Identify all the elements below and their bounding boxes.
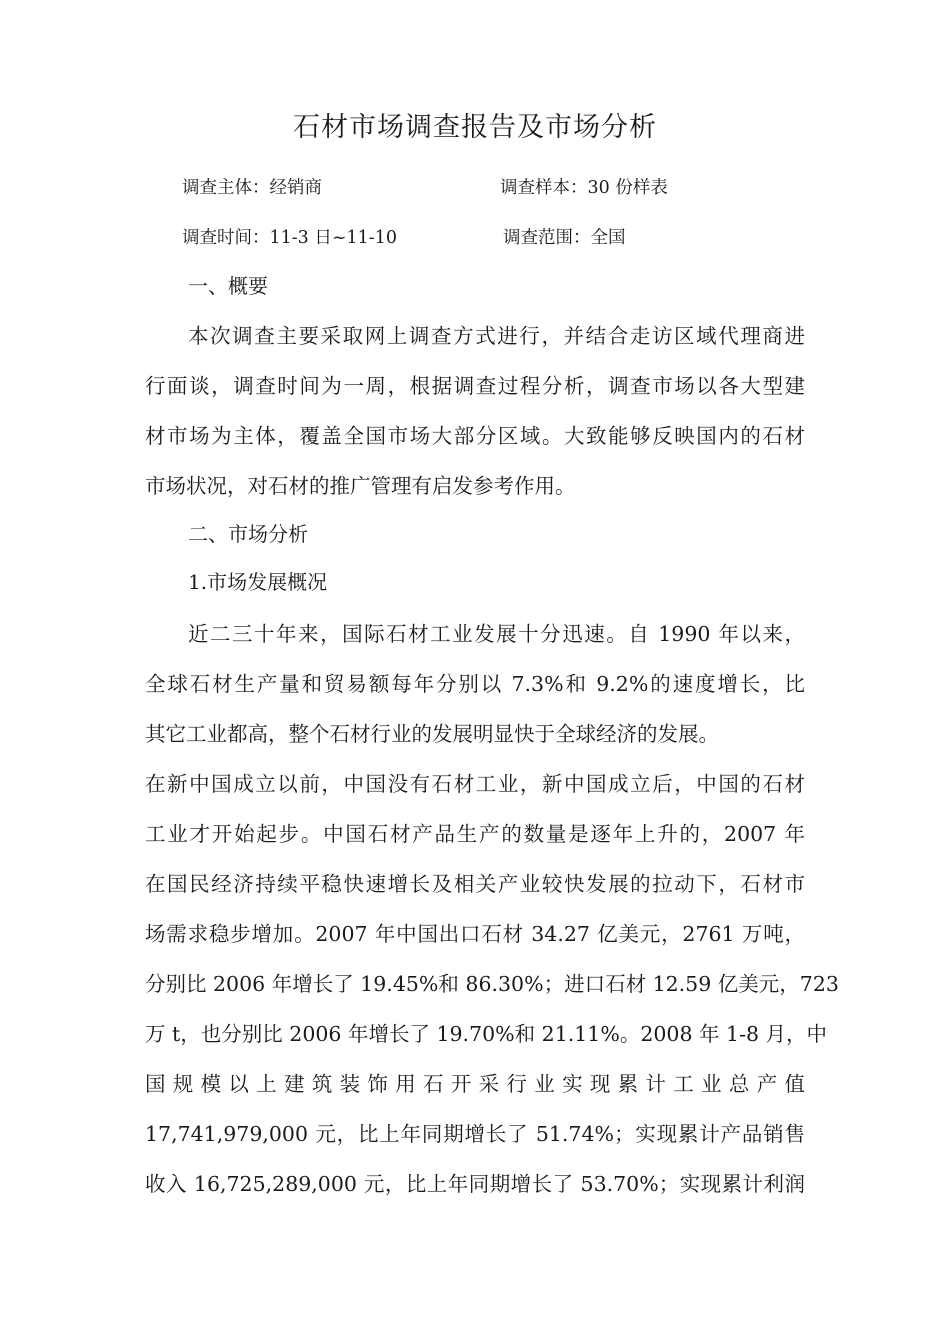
survey-sample: 调查样本：30 份样表 [500, 178, 668, 198]
survey-time: 调查时间：11-3 日~11-10 [182, 228, 397, 248]
section-heading-overview: 一、概要 [188, 274, 268, 298]
survey-scope: 调查范围：全国 [503, 228, 626, 248]
paragraph-line: 收入 16,725,289,000 元，比上年同期增长了 53.70%；实现累计利润 [145, 1172, 805, 1196]
paragraph-line: 市场状况，对石材的推广管理有启发参考作用。 [145, 474, 576, 498]
paragraph-line: 在新中国成立以前，中国没有石材工业，新中国成立后，中国的石材 [145, 772, 805, 796]
paragraph-line: 其它工业都高，整个石材行业的发展明显快于全球经济的发展。 [145, 722, 719, 746]
survey-subject: 调查主体：经销商 [182, 178, 322, 198]
section-heading-market-analysis: 二、市场分析 [188, 522, 308, 546]
paragraph-line: 行面谈，调查时间为一周，根据调查过程分析，调查市场以各大型建 [145, 374, 805, 398]
paragraph-line: 本次调查主要采取网上调查方式进行，并结合走访区域代理商进 [188, 324, 805, 348]
subsection-heading-market-development: 1.市场发展概况 [188, 570, 328, 594]
paragraph-line: 全球石材生产量和贸易额每年分别以 7.3%和 9.2%的速度增长，比 [145, 672, 805, 696]
document-title: 石材市场调查报告及市场分析 [293, 112, 657, 143]
paragraph-line: 万 t，也分别比 2006 年增长了 19.70%和 21.11%。2008 年 1-8 月，中 [145, 1022, 828, 1046]
paragraph-line: 工业才开始起步。中国石材产品生产的数量是逐年上升的，2007 年 [145, 822, 805, 846]
paragraph-line: 国规模以上建筑装饰用石开采行业实现累计工业总产值 [145, 1072, 805, 1096]
paragraph-line: 场需求稳步增加。2007 年中国出口石材 34.27 亿美元，2761 万吨， [145, 922, 805, 946]
paragraph-line: 在国民经济持续平稳快速增长及相关产业较快发展的拉动下，石材市 [145, 872, 805, 896]
paragraph-line: 材市场为主体，覆盖全国市场大部分区域。大致能够反映国内的石材 [145, 424, 805, 448]
paragraph-line: 17,741,979,000 元，比上年同期增长了 51.74%；实现累计产品销售 [145, 1122, 805, 1146]
paragraph-line: 近二三十年来，国际石材工业发展十分迅速。自 1990 年以来， [188, 622, 805, 646]
paragraph-line: 分别比 2006 年增长了 19.45%和 86.30%；进口石材 12.59 亿美元，723 [145, 972, 839, 996]
